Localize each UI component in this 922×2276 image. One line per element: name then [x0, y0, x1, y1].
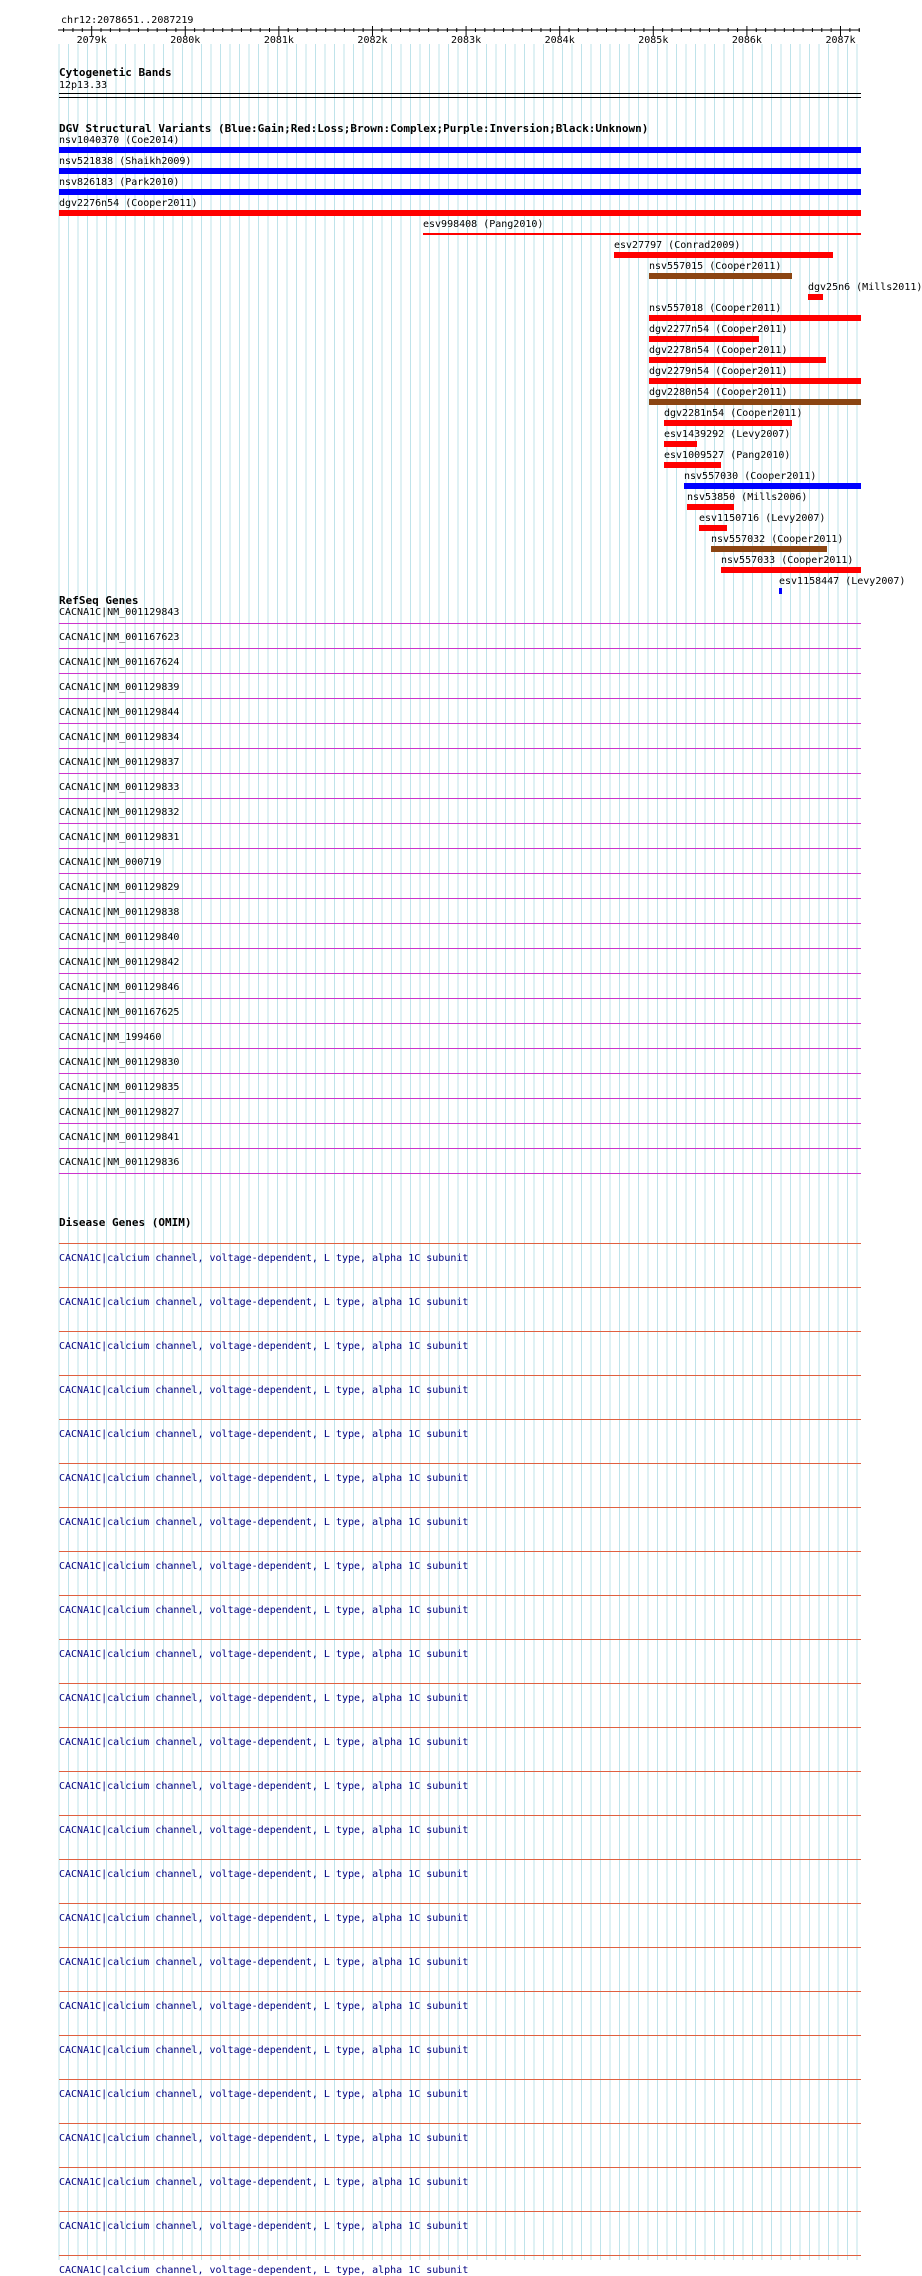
refseq-gene-label: CACNA1C|NM_001129838 — [59, 907, 180, 918]
dgv-variant-bar[interactable] — [649, 273, 792, 279]
dgv-variant-bar[interactable] — [649, 378, 861, 384]
refseq-gene-line[interactable] — [59, 898, 861, 899]
ruler-tick-label: 2086k — [731, 35, 762, 46]
omim-gene-label[interactable]: CACNA1C|calcium channel, voltage-dependent, L type, alpha 1C subunit — [59, 1957, 469, 1968]
dgv-variant-label: dgv2278n54 (Cooper2011) — [649, 345, 788, 356]
refseq-gene-line[interactable] — [59, 1023, 861, 1024]
dgv-variant-bar[interactable] — [664, 441, 697, 447]
refseq-track-title: RefSeq Genes — [59, 594, 139, 607]
refseq-gene-line[interactable] — [59, 948, 861, 949]
omim-gene-line[interactable] — [59, 1727, 861, 1728]
dgv-variant-bar[interactable] — [779, 588, 782, 594]
ruler-tick-label: 2087k — [825, 35, 856, 46]
omim-gene-label[interactable]: CACNA1C|calcium channel, voltage-dependent, L type, alpha 1C subunit — [59, 1561, 469, 1572]
dgv-variant-bar[interactable] — [721, 567, 861, 573]
dgv-variant-bar[interactable] — [699, 525, 727, 531]
dgv-variant-label: esv1158447 (Levy2007) — [779, 576, 906, 587]
refseq-gene-line[interactable] — [59, 1173, 861, 1174]
omim-gene-label[interactable]: CACNA1C|calcium channel, voltage-dependent, L type, alpha 1C subunit — [59, 1429, 469, 1440]
refseq-gene-line[interactable] — [59, 873, 861, 874]
omim-gene-line[interactable] — [59, 2035, 861, 2036]
ruler-tick-label: 2083k — [451, 35, 482, 46]
ruler-tick-label: 2079k — [76, 35, 107, 46]
dgv-variant-bar[interactable] — [664, 420, 792, 426]
dgv-variant-label: esv27797 (Conrad2009) — [614, 240, 741, 251]
refseq-gene-line[interactable] — [59, 1073, 861, 1074]
dgv-variant-label: nsv557015 (Cooper2011) — [649, 261, 782, 272]
refseq-gene-line[interactable] — [59, 998, 861, 999]
omim-gene-label[interactable]: CACNA1C|calcium channel, voltage-dependent, L type, alpha 1C subunit — [59, 2045, 469, 2056]
dgv-variant-label: dgv2277n54 (Cooper2011) — [649, 324, 788, 335]
refseq-gene-label: CACNA1C|NM_001129831 — [59, 832, 180, 843]
dgv-variant-label: dgv25n6 (Mills2011) — [808, 282, 922, 293]
omim-gene-label[interactable]: CACNA1C|calcium channel, voltage-dependent, L type, alpha 1C subunit — [59, 1253, 469, 1264]
dgv-variant-label: nsv557032 (Cooper2011) — [711, 534, 844, 545]
omim-gene-line[interactable] — [59, 1551, 861, 1552]
dgv-variant-bar[interactable] — [423, 233, 861, 235]
dgv-variant-label: nsv557033 (Cooper2011) — [721, 555, 854, 566]
dgv-variant-bar[interactable] — [614, 252, 833, 258]
ruler-tick-label: 2084k — [544, 35, 575, 46]
omim-gene-line[interactable] — [59, 1815, 861, 1816]
omim-gene-line[interactable] — [59, 1639, 861, 1640]
refseq-gene-label: CACNA1C|NM_000719 — [59, 857, 162, 868]
omim-gene-label[interactable]: CACNA1C|calcium channel, voltage-dependent, L type, alpha 1C subunit — [59, 2133, 469, 2144]
refseq-gene-label: CACNA1C|NM_001129827 — [59, 1107, 180, 1118]
omim-gene-label[interactable]: CACNA1C|calcium channel, voltage-dependent, L type, alpha 1C subunit — [59, 2177, 469, 2188]
ruler — [58, 14, 860, 49]
omim-gene-label[interactable]: CACNA1C|calcium channel, voltage-dependent, L type, alpha 1C subunit — [59, 1869, 469, 1880]
omim-gene-label[interactable]: CACNA1C|calcium channel, voltage-dependent, L type, alpha 1C subunit — [59, 1473, 469, 1484]
omim-gene-line[interactable] — [59, 2079, 861, 2080]
omim-gene-line[interactable] — [59, 2167, 861, 2168]
dgv-variant-bar[interactable] — [684, 483, 861, 489]
dgv-variant-bar[interactable] — [687, 504, 734, 510]
omim-gene-label[interactable]: CACNA1C|calcium channel, voltage-dependent, L type, alpha 1C subunit — [59, 1649, 469, 1660]
dgv-variant-bar[interactable] — [808, 294, 823, 300]
refseq-gene-label: CACNA1C|NM_001129841 — [59, 1132, 180, 1143]
refseq-gene-line[interactable] — [59, 673, 861, 674]
omim-gene-label[interactable]: CACNA1C|calcium channel, voltage-dependent, L type, alpha 1C subunit — [59, 1825, 469, 1836]
omim-gene-line[interactable] — [59, 1595, 861, 1596]
refseq-gene-label: CACNA1C|NM_199460 — [59, 1032, 162, 1043]
omim-gene-label[interactable]: CACNA1C|calcium channel, voltage-dependent, L type, alpha 1C subunit — [59, 1781, 469, 1792]
refseq-gene-label: CACNA1C|NM_001129839 — [59, 682, 180, 693]
omim-gene-line[interactable] — [59, 2255, 861, 2256]
refseq-gene-label: CACNA1C|NM_001167624 — [59, 657, 180, 668]
refseq-gene-line[interactable] — [59, 848, 861, 849]
dgv-variant-bar[interactable] — [649, 315, 861, 321]
omim-gene-line[interactable] — [59, 1991, 861, 1992]
dgv-variant-label: dgv2276n54 (Cooper2011) — [59, 198, 198, 209]
refseq-gene-label: CACNA1C|NM_001129829 — [59, 882, 180, 893]
omim-gene-line[interactable] — [59, 2211, 861, 2212]
omim-gene-label[interactable]: CACNA1C|calcium channel, voltage-dependent, L type, alpha 1C subunit — [59, 1605, 469, 1616]
refseq-gene-label: CACNA1C|NM_001129842 — [59, 957, 180, 968]
omim-gene-line[interactable] — [59, 1507, 861, 1508]
dgv-variant-bar[interactable] — [711, 546, 827, 552]
refseq-gene-line[interactable] — [59, 648, 861, 649]
omim-gene-label[interactable]: CACNA1C|calcium channel, voltage-dependent, L type, alpha 1C subunit — [59, 1913, 469, 1924]
omim-gene-label[interactable]: CACNA1C|calcium channel, voltage-dependent, L type, alpha 1C subunit — [59, 2001, 469, 2012]
omim-gene-line[interactable] — [59, 1683, 861, 1684]
dgv-variant-bar[interactable] — [649, 357, 826, 363]
refseq-gene-label: CACNA1C|NM_001129833 — [59, 782, 180, 793]
refseq-gene-label: CACNA1C|NM_001129832 — [59, 807, 180, 818]
refseq-gene-label: CACNA1C|NM_001129835 — [59, 1082, 180, 1093]
omim-gene-label[interactable]: CACNA1C|calcium channel, voltage-dependent, L type, alpha 1C subunit — [59, 1737, 469, 1748]
omim-track-title: Disease Genes (OMIM) — [59, 1216, 192, 1229]
refseq-gene-label: CACNA1C|NM_001129843 — [59, 607, 180, 618]
ruler-position-label: chr12:2078651..2087219 — [61, 15, 194, 26]
omim-gene-line[interactable] — [59, 2123, 861, 2124]
refseq-gene-line[interactable] — [59, 823, 861, 824]
dgv-variant-label: esv1439292 (Levy2007) — [664, 429, 791, 440]
ruler-tick-label: 2080k — [170, 35, 201, 46]
dgv-variant-label: nsv53850 (Mills2006) — [687, 492, 808, 503]
omim-gene-label[interactable]: CACNA1C|calcium channel, voltage-dependent, L type, alpha 1C subunit — [59, 1693, 469, 1704]
omim-gene-line[interactable] — [59, 1419, 861, 1420]
omim-gene-label[interactable]: CACNA1C|calcium channel, voltage-dependent, L type, alpha 1C subunit — [59, 1517, 469, 1528]
omim-gene-label[interactable]: CACNA1C|calcium channel, voltage-dependent, L type, alpha 1C subunit — [59, 1341, 469, 1352]
dgv-variant-bar[interactable] — [59, 210, 861, 216]
refseq-gene-line[interactable] — [59, 1098, 861, 1099]
dgv-variant-bar[interactable] — [649, 399, 861, 405]
refseq-gene-line[interactable] — [59, 748, 861, 749]
dgv-variant-label: dgv2280n54 (Cooper2011) — [649, 387, 788, 398]
omim-gene-label[interactable]: CACNA1C|calcium channel, voltage-dependent, L type, alpha 1C subunit — [59, 2221, 469, 2232]
cytoband-line-bottom — [59, 97, 861, 98]
dgv-variant-label: dgv2279n54 (Cooper2011) — [649, 366, 788, 377]
cytoband-title: Cytogenetic Bands — [59, 66, 172, 79]
dgv-variant-bar[interactable] — [664, 462, 721, 468]
refseq-gene-line[interactable] — [59, 723, 861, 724]
dgv-variant-bar[interactable] — [59, 189, 861, 195]
omim-gene-label[interactable]: CACNA1C|calcium channel, voltage-dependent, L type, alpha 1C subunit — [59, 2089, 469, 2100]
omim-gene-line[interactable] — [59, 1463, 861, 1464]
dgv-variant-label: esv1150716 (Levy2007) — [699, 513, 826, 524]
omim-gene-label[interactable]: CACNA1C|calcium channel, voltage-dependent, L type, alpha 1C subunit — [59, 2265, 469, 2276]
refseq-gene-label: CACNA1C|NM_001167623 — [59, 632, 180, 643]
dgv-variant-label: esv998408 (Pang2010) — [423, 219, 544, 230]
refseq-gene-line[interactable] — [59, 923, 861, 924]
omim-gene-line[interactable] — [59, 1903, 861, 1904]
cytoband-line-top — [59, 93, 861, 94]
dgv-variant-label: esv1009527 (Pang2010) — [664, 450, 791, 461]
omim-gene-label[interactable]: CACNA1C|calcium channel, voltage-dependent, L type, alpha 1C subunit — [59, 1297, 469, 1308]
refseq-gene-line[interactable] — [59, 1148, 861, 1149]
omim-gene-line[interactable] — [59, 1947, 861, 1948]
dgv-variant-label: nsv557030 (Cooper2011) — [684, 471, 817, 482]
dgv-variant-label: nsv557018 (Cooper2011) — [649, 303, 782, 314]
ruler-tick-label: 2082k — [357, 35, 388, 46]
omim-gene-line[interactable] — [59, 1375, 861, 1376]
dgv-variant-bar[interactable] — [59, 168, 861, 174]
refseq-gene-line[interactable] — [59, 1048, 861, 1049]
omim-gene-label[interactable]: CACNA1C|calcium channel, voltage-dependent, L type, alpha 1C subunit — [59, 1385, 469, 1396]
dgv-variant-label: nsv521838 (Shaikh2009) — [59, 156, 192, 167]
refseq-gene-label: CACNA1C|NM_001129846 — [59, 982, 180, 993]
refseq-gene-line[interactable] — [59, 773, 861, 774]
refseq-gene-label: CACNA1C|NM_001129836 — [59, 1157, 180, 1168]
refseq-gene-label: CACNA1C|NM_001167625 — [59, 1007, 180, 1018]
omim-gene-line[interactable] — [59, 1331, 861, 1332]
refseq-gene-line[interactable] — [59, 698, 861, 699]
ruler-tick-label: 2085k — [638, 35, 669, 46]
refseq-gene-line[interactable] — [59, 623, 861, 624]
cytoband-label: 12p13.33 — [59, 80, 108, 91]
omim-gene-line[interactable] — [59, 1287, 861, 1288]
dgv-variant-bar[interactable] — [649, 336, 759, 342]
dgv-variant-label: nsv1040370 (Coe2014) — [59, 135, 180, 146]
dgv-variant-bar[interactable] — [59, 147, 861, 153]
omim-gene-line[interactable] — [59, 1771, 861, 1772]
refseq-gene-label: CACNA1C|NM_001129834 — [59, 732, 180, 743]
omim-gene-line[interactable] — [59, 1243, 861, 1244]
dgv-variant-label: dgv2281n54 (Cooper2011) — [664, 408, 803, 419]
refseq-gene-line[interactable] — [59, 798, 861, 799]
refseq-gene-label: CACNA1C|NM_001129837 — [59, 757, 180, 768]
ruler-tick-label: 2081k — [263, 35, 294, 46]
refseq-gene-label: CACNA1C|NM_001129844 — [59, 707, 180, 718]
omim-gene-line[interactable] — [59, 1859, 861, 1860]
dgv-track-title: DGV Structural Variants (Blue:Gain;Red:Loss;Brown:Complex;Purple:Inversion;Black:Unknown) — [59, 122, 649, 135]
dgv-variant-label: nsv826183 (Park2010) — [59, 177, 180, 188]
refseq-gene-label: CACNA1C|NM_001129840 — [59, 932, 180, 943]
refseq-gene-line[interactable] — [59, 973, 861, 974]
refseq-gene-line[interactable] — [59, 1123, 861, 1124]
refseq-gene-label: CACNA1C|NM_001129830 — [59, 1057, 180, 1068]
